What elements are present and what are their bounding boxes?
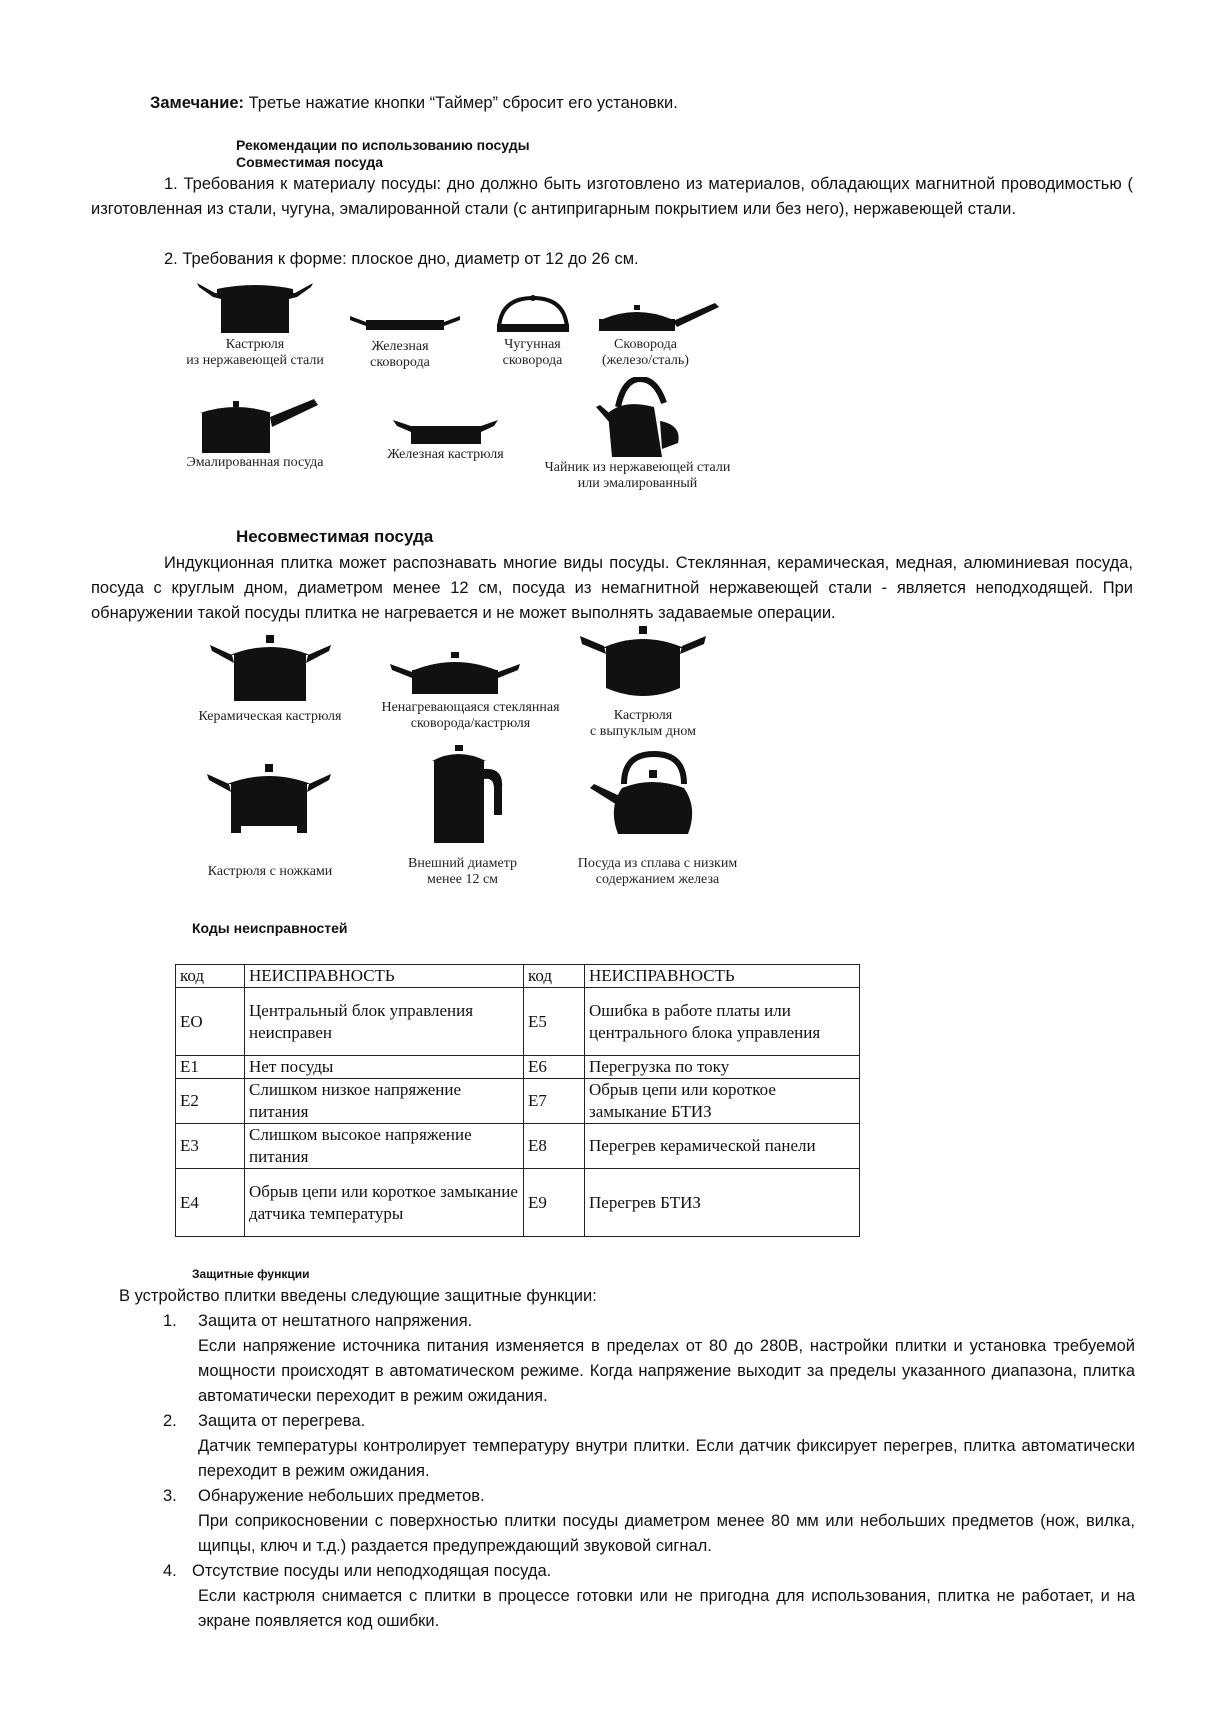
- caption-steel-frying-pan: Сковорода (железо/сталь): [602, 337, 689, 368]
- code-cell: E1: [176, 1056, 245, 1079]
- header-code-1: код: [176, 965, 245, 988]
- fault-cell: Перегрев керамической панели: [585, 1124, 860, 1169]
- code-cell: E2: [176, 1079, 245, 1124]
- compatible-cookware-heading: Совместимая посуда: [236, 154, 384, 170]
- list-item-title: Обнаружение небольших предметов.: [198, 1487, 485, 1505]
- header-fault-2: НЕИСПРАВНОСТЬ: [585, 965, 860, 988]
- cast-iron-skillet-icon: [493, 294, 573, 334]
- code-cell: E4: [176, 1169, 245, 1237]
- table-row: [176, 1124, 860, 1169]
- code-cell: EO: [176, 988, 245, 1056]
- caption-cast-iron-skillet: Чугунная сковорода: [502, 337, 563, 368]
- table-header-row: [176, 965, 860, 988]
- table-row: [176, 988, 860, 1056]
- list-number: 2.: [163, 1412, 177, 1430]
- ceramic-pot-icon: [208, 633, 333, 703]
- code-cell: E3: [176, 1124, 245, 1169]
- list-number: 1.: [163, 1312, 177, 1330]
- caption-convex-pot: Кастрюля с выпуклым дном: [590, 708, 696, 739]
- caption-stainless-pot: Кастрюля из нержавеющей стали: [186, 337, 324, 368]
- enamel-pot-icon: [198, 395, 323, 455]
- caption-iron-pot: Железная кастрюля: [387, 447, 504, 462]
- fault-cell: Нет посуды: [245, 1056, 524, 1079]
- material-requirements: [91, 172, 1133, 222]
- list-number: 4.: [163, 1562, 177, 1580]
- steel-frying-pan-icon: [597, 299, 722, 335]
- fault-cell: Слишком высокое напряжение питания: [245, 1124, 524, 1169]
- glass-pan-icon: [390, 650, 520, 696]
- error-codes-table: [175, 964, 860, 1237]
- fault-cell: Слишком низкое напряжение питания: [245, 1079, 524, 1124]
- table-row: [176, 1056, 860, 1079]
- note-label: Замечание:: [150, 94, 245, 112]
- iron-pot-icon: [393, 418, 498, 446]
- protection-list: [150, 1309, 1135, 1634]
- shape-requirements: 2. Требования к форме: плоское дно, диаметр от 12 до 26 см.: [164, 250, 639, 268]
- list-item-title: Защита от перегрева.: [198, 1412, 366, 1430]
- timer-note: [150, 91, 1100, 116]
- fault-cell: Перегрузка по току: [585, 1056, 860, 1079]
- cookware-recommendations-heading: Рекомендации по использованию посуды: [236, 137, 530, 153]
- stainless-pot-icon: [195, 277, 315, 337]
- caption-kettle: Чайник из нержавеющей стали или эмалированный: [544, 460, 731, 491]
- protection-heading: Защитные функции: [192, 1267, 310, 1281]
- protection-intro: В устройство плитки введены следующие защитные функции:: [119, 1287, 597, 1305]
- list-item-text: Если напряжение источника питания изменяется в пределах от 80 до 280В, настройки плитки и установка требуемой мощности происходят в автоматическом режиме. Когда напряжение выходит за пределы указанного диапазона, плитка автоматически переходит в режим ожидания.: [198, 1337, 1135, 1405]
- list-item-title: Защита от нештатного напряжения.: [198, 1312, 473, 1330]
- table-row: [176, 1079, 860, 1124]
- kettle-icon: [594, 377, 684, 459]
- caption-glass-pan: Ненагревающаяся стеклянная сковорода/кастрюля: [381, 700, 560, 731]
- table-row: [176, 1169, 860, 1237]
- list-item: [150, 1409, 1135, 1484]
- fault-cell: Обрыв цепи или короткое замыкание датчика температуры: [245, 1169, 524, 1237]
- code-cell: E9: [524, 1169, 585, 1237]
- incompatible-cookware-heading: Несовместимая посуда: [236, 527, 434, 546]
- code-cell: E6: [524, 1056, 585, 1079]
- list-item: [150, 1559, 1135, 1634]
- code-cell: E7: [524, 1079, 585, 1124]
- caption-low-iron-alloy: Посуда из сплава с низким содержанием железа: [577, 856, 738, 887]
- iron-skillet-icon: [350, 314, 460, 334]
- list-item-text: Датчик температуры контролирует температуру внутри плитки. Если датчик фиксирует перегрев, плитка автоматически переходит в режим ожидания.: [198, 1437, 1135, 1480]
- list-item-title: Отсутствие посуды или неподходящая посуда.: [192, 1562, 552, 1580]
- list-item-text: Если кастрюля снимается с плитки в процессе готовки или не пригодна для использования, плитка не работает, и на экране появляется код ошибки.: [198, 1587, 1135, 1630]
- incompatible-description: [91, 551, 1133, 626]
- caption-legged-pot: Кастрюля с ножками: [207, 864, 333, 879]
- caption-enamel-pot: Эмалированная посуда: [186, 455, 324, 470]
- legged-pot-icon: [205, 762, 333, 834]
- fault-cell: Обрыв цепи или короткое замыкание БТИЗ: [585, 1079, 860, 1124]
- material-requirements-text: 1. Требования к материалу посуды: дно должно быть изготовлено из материалов, обладающих магнитной проводимостью ( изготовленная из стали, чугуна, эмалированной стали (с антипригарным покрытием или без него), нержавеющей стали.: [91, 175, 1133, 218]
- header-fault-1: НЕИСПРАВНОСТЬ: [245, 965, 524, 988]
- caption-small-diameter: Внешний диаметр менее 12 см: [408, 856, 517, 887]
- list-item-text: При соприкосновении с поверхностью плитки посуды диаметром менее 80 мм или небольших предметов (нож, вилка, щипцы, ключ и т.д.) раздается предупреждающий звуковой сигнал.: [198, 1512, 1135, 1555]
- list-number: 3.: [163, 1487, 177, 1505]
- note-text: Третье нажатие кнопки “Таймер” сбросит его установки.: [244, 94, 678, 112]
- caption-ceramic-pot: Керамическая кастрюля: [198, 709, 342, 724]
- fault-cell: Центральный блок управления неисправен: [245, 988, 524, 1056]
- list-item: [150, 1309, 1135, 1409]
- header-code-2: код: [524, 965, 585, 988]
- low-iron-kettle-icon: [588, 748, 703, 838]
- fault-cell: Ошибка в работе платы или центрального блока управления: [585, 988, 860, 1056]
- caption-iron-skillet: Железная сковорода: [370, 339, 430, 370]
- fault-cell: Перегрев БТИЗ: [585, 1169, 860, 1237]
- code-cell: E8: [524, 1124, 585, 1169]
- code-cell: E5: [524, 988, 585, 1056]
- convex-bottom-pot-icon: [578, 624, 708, 702]
- incompatible-description-text: Индукционная плитка может распознавать многие виды посуды. Стеклянная, керамическая, медная, алюминиевая посуда, посуда с круглым дном, диаметром менее 12 см, посуда из немагнитной нержавеющей стали - является неподходящей. При обнаружении такой посуды плитка не нагревается и не может выполнять задаваемые операции.: [91, 554, 1133, 622]
- small-jug-icon: [428, 745, 508, 845]
- list-item: [150, 1484, 1135, 1559]
- error-codes-heading: Коды неисправностей: [192, 920, 348, 936]
